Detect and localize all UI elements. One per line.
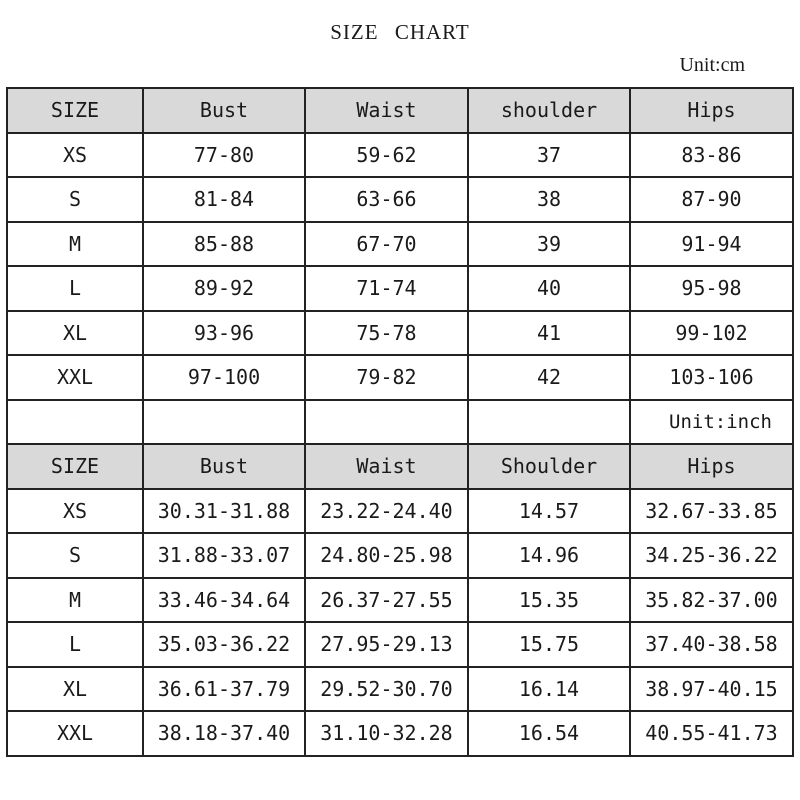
cm-cell: 40: [468, 266, 630, 311]
inch-cell: 38.97-40.15: [630, 667, 793, 712]
inch-cell: 31.88-33.07: [143, 533, 305, 578]
unit-inch-label: Unit:inch: [630, 400, 793, 445]
cm-cell: 81-84: [143, 177, 305, 222]
inch-cell: 15.75: [468, 622, 630, 667]
inch-header-shoulder: Shoulder: [468, 444, 630, 489]
inch-row-s: [7, 533, 793, 578]
cm-cell: XS: [7, 133, 143, 178]
cm-cell: XXL: [7, 355, 143, 400]
inch-cell: 16.14: [468, 667, 630, 712]
cm-cell: 67-70: [305, 222, 468, 267]
cm-cell: 89-92: [143, 266, 305, 311]
cm-cell: 103-106: [630, 355, 793, 400]
inch-cell: 14.96: [468, 533, 630, 578]
inch-header-size: SIZE: [7, 444, 143, 489]
unit-separator-row: [7, 400, 793, 445]
inch-row-l: [7, 622, 793, 667]
cm-cell: S: [7, 177, 143, 222]
inch-row-m: [7, 578, 793, 623]
inch-cell: XS: [7, 489, 143, 534]
inch-cell: 23.22-24.40: [305, 489, 468, 534]
inch-cell: M: [7, 578, 143, 623]
inch-cell: 37.40-38.58: [630, 622, 793, 667]
cm-cell: 85-88: [143, 222, 305, 267]
cm-cell: 38: [468, 177, 630, 222]
cm-row-xl: [7, 311, 793, 356]
cm-cell: 99-102: [630, 311, 793, 356]
inch-cell: 35.03-36.22: [143, 622, 305, 667]
cm-header-bust: Bust: [143, 88, 305, 133]
cm-cell: 97-100: [143, 355, 305, 400]
inch-cell: 30.31-31.88: [143, 489, 305, 534]
inch-cell: 16.54: [468, 711, 630, 756]
cm-header-shoulder: shoulder: [468, 88, 630, 133]
inch-cell: XL: [7, 667, 143, 712]
cm-cell: 79-82: [305, 355, 468, 400]
cm-row-m: [7, 222, 793, 267]
cm-cell: L: [7, 266, 143, 311]
cm-row-xxl: [7, 355, 793, 400]
cm-row-l: [7, 266, 793, 311]
size-chart-table: [6, 87, 794, 757]
inch-cell: 14.57: [468, 489, 630, 534]
cm-cell: 41: [468, 311, 630, 356]
cm-cell: 37: [468, 133, 630, 178]
cm-header-size: SIZE: [7, 88, 143, 133]
cm-row-s: [7, 177, 793, 222]
inch-cell: 38.18-37.40: [143, 711, 305, 756]
cm-cell: 75-78: [305, 311, 468, 356]
unit-cm-label: Unit:cm: [679, 54, 745, 76]
cm-cell: 91-94: [630, 222, 793, 267]
inch-header-bust: Bust: [143, 444, 305, 489]
inch-cell: 40.55-41.73: [630, 711, 793, 756]
cm-cell: 42: [468, 355, 630, 400]
inch-cell: 35.82-37.00: [630, 578, 793, 623]
inch-cell: 29.52-30.70: [305, 667, 468, 712]
page-title: SIZE CHART: [330, 20, 470, 44]
inch-cell: 24.80-25.98: [305, 533, 468, 578]
inch-cell: L: [7, 622, 143, 667]
cm-cell: 93-96: [143, 311, 305, 356]
cm-cell: 87-90: [630, 177, 793, 222]
inch-row-xl: [7, 667, 793, 712]
inch-cell: 15.35: [468, 578, 630, 623]
inch-header-row: [7, 444, 793, 489]
cm-row-xs: [7, 133, 793, 178]
cm-cell: 95-98: [630, 266, 793, 311]
inch-row-xs: [7, 489, 793, 534]
cm-header-waist: Waist: [305, 88, 468, 133]
inch-cell: 36.61-37.79: [143, 667, 305, 712]
inch-cell: 27.95-29.13: [305, 622, 468, 667]
cm-cell: 39: [468, 222, 630, 267]
cm-cell: 63-66: [305, 177, 468, 222]
cm-cell: M: [7, 222, 143, 267]
cm-cell: 83-86: [630, 133, 793, 178]
cm-cell: 77-80: [143, 133, 305, 178]
inch-cell: 26.37-27.55: [305, 578, 468, 623]
cm-cell: 59-62: [305, 133, 468, 178]
cm-header-hips: Hips: [630, 88, 793, 133]
inch-row-xxl: [7, 711, 793, 756]
inch-cell: XXL: [7, 711, 143, 756]
cm-cell: 71-74: [305, 266, 468, 311]
inch-header-waist: Waist: [305, 444, 468, 489]
inch-cell: 34.25-36.22: [630, 533, 793, 578]
cm-cell: XL: [7, 311, 143, 356]
inch-cell: 33.46-34.64: [143, 578, 305, 623]
empty-cell: [468, 400, 630, 445]
inch-header-hips: Hips: [630, 444, 793, 489]
inch-cell: S: [7, 533, 143, 578]
cm-header-row: [7, 88, 793, 133]
empty-cell: [143, 400, 305, 445]
inch-cell: 32.67-33.85: [630, 489, 793, 534]
empty-cell: [7, 400, 143, 445]
empty-cell: [305, 400, 468, 445]
inch-cell: 31.10-32.28: [305, 711, 468, 756]
